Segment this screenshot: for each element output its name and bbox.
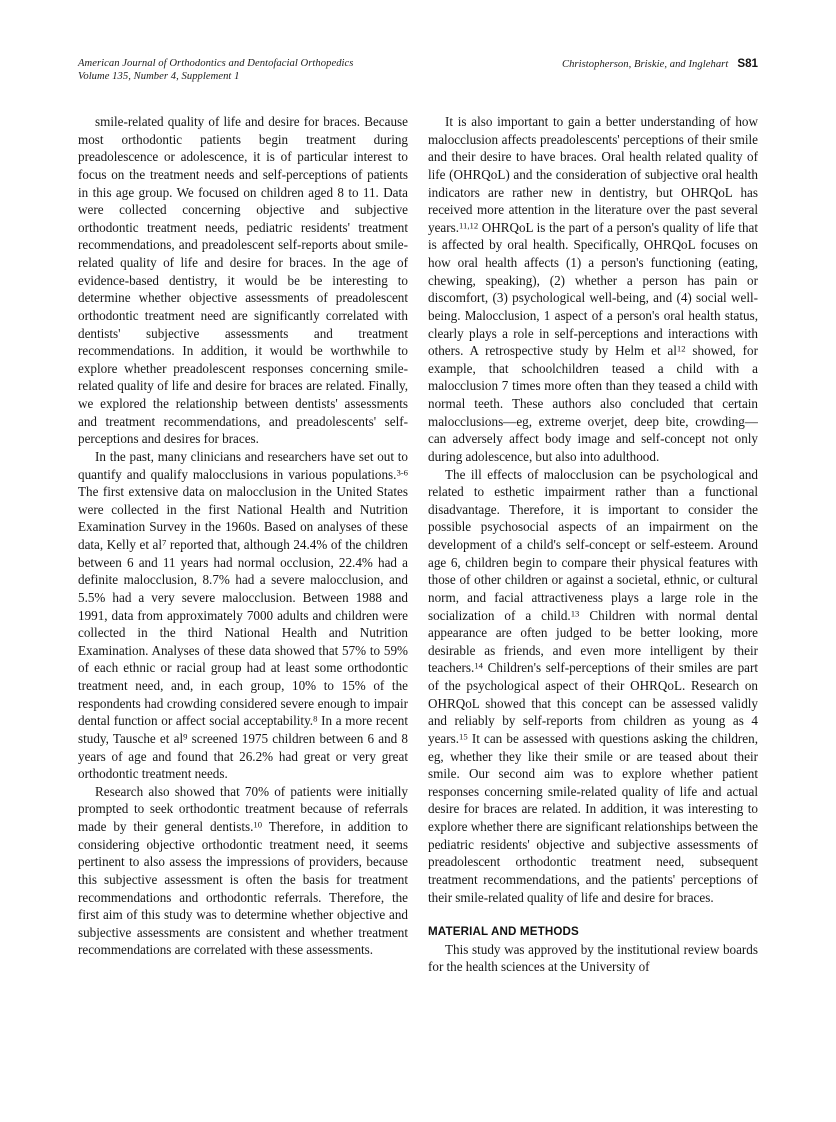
page-number: S81 <box>737 57 758 70</box>
citation-superscript: 15 <box>459 731 468 742</box>
body-paragraph: smile-related quality of life and desire for braces. Because most orthodontic patients begin treatment during preadolescence or adolescence, it is of particular interest to focus on the treatment needs and self-perceptions of patients in this age group. We focused on children aged 8 to 11. Data were collected concerning objective and subjective orthodontic treatment needs, pediatric residents' treatment recommendations, and preadolescent self-reports about smile-related quality of life and desire for braces. In the age of evidence-based dentistry, it would be be interesting to determine whether objective assessments of preadolescent orthodontic treatment need are significantly correlated with dentists' subjective assessments and treatment recommendations. In addition, it would be worthwhile to explore whether preadolescent responses concerning smile-related quality of life and desire for braces are related. Finally, we explored the relationship between dentists' assessments and treatment recommendations, and preadolescents' self-perceptions and desires for braces. <box>78 114 408 447</box>
body-paragraph: In the past, many clinicians and researchers have set out to quantify and qualify malocclusions in various populations.$^{3-6}$ The first extensive data on malocclusion in the United States were collected in the first National Health and Nutrition Examination Survey in the 1960s. Based on analyses of these data, Kelly et $al^7$ reported that, although 24.4% of the children between 6 and 11 years had normal occlusion, 22.4% had a definite malocclusion, 8.7% had a severe malocclusion, and 5.5% had a very severe malocclusion. Between 1988 and 1991, data from approximately 7000 adults and children were collected in the third National Health and Nutrition Examination. Analyses of these data showed that 57% to 59% of each ethnic or racial group had at least some orthodontic treatment need, and, in each group, 10% to 15% of the respondents had crowding considered severe enough to impair dental function or affect social acceptability.$^8$ In a more recent study, Tausche et $al^9$ screened 1975 children between 6 and 8 years of age and found that 26.2% had great or very great orthodontic treatment needs. <box>78 448 408 782</box>
body-paragraph: This study was approved by the institutional review boards for the health sciences at the University of <box>428 941 758 975</box>
author-names: Christopherson, Briskie, and Inglehart <box>561 59 729 70</box>
citation-superscript: 3-6 <box>396 466 408 477</box>
citation-superscript: 12 <box>676 343 686 354</box>
citation-superscript: 9 <box>183 731 188 742</box>
citation-superscript: 13 <box>570 607 580 618</box>
two-column-body <box>78 113 758 1038</box>
journal-volume-info: Volume 135, Number 4, Supplement 1 <box>78 70 240 82</box>
body-paragraph: Research also showed that 70% of patients were initially prompted to seek orthodontic treatment because of referrals made by their general dentists.$^{10}$ Therefore, in addition to considering objective orthodontic treatment need, it seems pertinent to also assess the impressions of providers, because this subjective assessment is often the basis for treatment recommendations and orthodontic referrals. Therefore, the first aim of this study was to determine whether objective and subjective assessments are consistent and whether treatment recommendations are correlated with these assessments. <box>78 783 408 958</box>
citation-superscript: 14 <box>474 660 483 671</box>
running-header <box>78 58 758 92</box>
header-right-block <box>562 58 758 72</box>
right-column <box>428 113 758 1038</box>
body-paragraph: It is also important to gain a better understanding of how malocclusion affects preadolescents' perceptions of their smile and their desire to have braces. Oral health related quality of life (OHRQoL) and the consideration of subjective oral health indicators are rather new in dentistry, but OHRQoL has received more attention in the literature over the past several years.$^{11,12}$ OHRQoL is the part of a person's quality of life that is affected by oral health. Specifically, OHRQoL focuses on how oral health affects (1) a person's functioning (eating, chewing, speaking), (2) whether a person has pain or discomfort, (3) psychological well-being, and (4) social well-being. Malocclusion, 1 aspect of a person's oral health status, clearly plays a role in self-perceptions and interactions with others. A retrospective study by Helm et $al^{12}$ showed, for example, that schoolchildren teased a child with a malocclusion 7 times more often than they teased a child with normal teeth. These authors also concluded that certain malocclusions—eg, extreme overjet, deep bite, crowding—can adversely affect body image and self-concept not only during adolescence, but also into adulthood. <box>428 114 758 464</box>
journal-title-block <box>78 58 353 83</box>
citation-superscript: 7 <box>162 537 167 548</box>
citation-superscript: 10 <box>253 819 263 830</box>
citation-superscript: 8 <box>313 713 318 724</box>
body-paragraph: The ill effects of malocclusion can be psychological and related to esthetic impairment rather than a functional disadvantage. Therefore, it is important to consider the possible psychosocial aspects of an impairment on the development of a child's self-concept or self-esteem. Around age 6, children begin to compare their physical features with those of other children or against a societal, ethnic, or cultural norm, and facial attractiveness plays a large role in the socialization of a child.$^{13}$ Children with normal dental appearance are often judged to be better looking, more desirable as friends, and even more intelligent by their teachers.$^{14}$ Children's self-perceptions of their smiles are part of the psychological aspect of their OHRQoL. Research on OHRQoL showed that this concept can be assessed validly and reliably by self-reports from children as young as 4 years.$^{15}$ It can be assessed with questions asking the children, eg, whether they like their smile or are teased about their smile. Our second aim was to explore whether patient responses concerning smile-related quality of life and actual desire for braces are related. In addition, it was interesting to explore whether there are significant relationships between the pediatric residents' objective and subjective assessments of preadolescent orthodontic treatment need, subsequent treatment recommendations, and the patients' perceptions of their smile-related quality of life and desire for braces. <box>428 466 758 905</box>
journal-title: American Journal of Orthodontics and Dentofacial Orthopedics <box>78 58 354 69</box>
left-column <box>78 113 408 1038</box>
citation-superscript: 11,12 <box>459 220 479 231</box>
section-heading-material-and-methods: MATERIAL AND METHODS <box>428 925 579 939</box>
